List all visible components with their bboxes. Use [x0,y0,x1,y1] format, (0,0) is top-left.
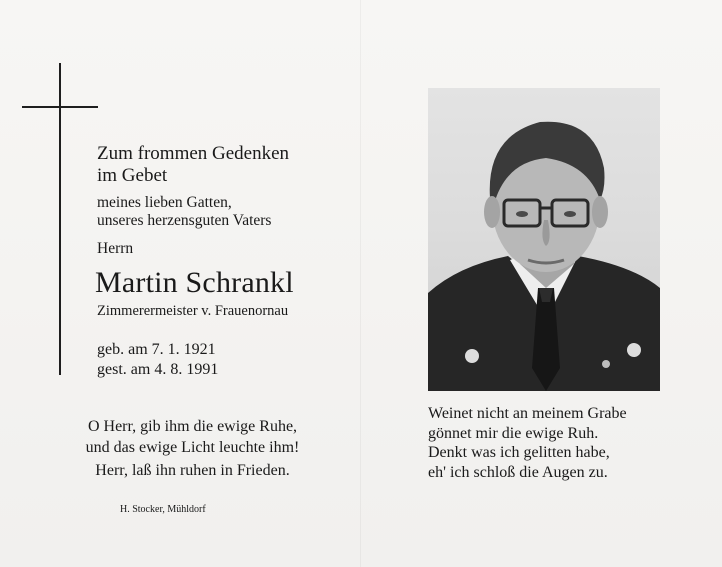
prayer-line-3: Herr, laß ihn ruhen in Frieden. [95,462,290,479]
cross-horizontal-bar [22,106,98,108]
card-fold-line [360,0,361,567]
relation-line-1: meines lieben Gatten, [97,194,232,211]
poem-line-4: eh' ich schloß die Augen zu. [428,463,608,481]
printer-credit: H. Stocker, Mühldorf [120,504,206,515]
death-date: gest. am 4. 8. 1991 [97,361,219,378]
occupation: Zimmerermeister v. Frauenornau [97,303,289,319]
portrait-illustration [428,88,660,391]
birth-date: geb. am 7. 1. 1921 [97,341,216,358]
poem-line-3: Denkt was ich gelitten habe, [428,444,610,461]
cross-vertical-bar [59,63,61,375]
salutation: Herrn [97,240,134,257]
memorial-poem [428,404,627,482]
prayer-line-2: und das ewige Licht leuchte ihm! [85,439,300,456]
portrait-photo [428,88,660,391]
poem-line-2: gönnet mir die ewige Ruh. [428,424,599,442]
poem-line-1: Weinet nicht an meinem Grabe [428,405,627,422]
deceased-name: Martin Schrankl [95,266,294,299]
prayer-line-1: O Herr, gib ihm die ewige Ruhe, [87,418,298,435]
relation-line-2: unseres herzensguten Vaters [97,212,272,229]
title-line-2: im Gebet [97,165,168,186]
title-line-1: Zum frommen Gedenken [97,143,290,164]
